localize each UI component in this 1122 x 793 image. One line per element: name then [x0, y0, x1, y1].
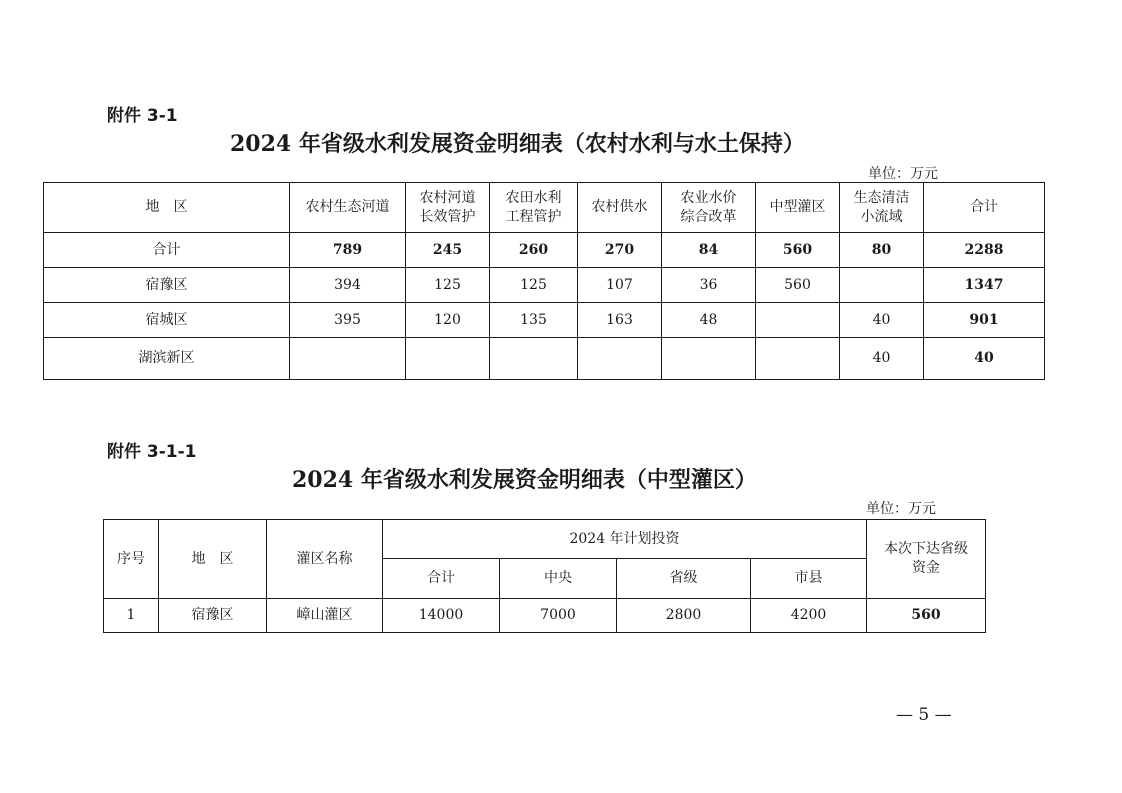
- cell: [840, 268, 924, 303]
- cell: 245: [406, 233, 490, 268]
- header-seq: 序号: [104, 520, 159, 599]
- funding-table-rural: [43, 182, 1045, 380]
- cell: 395: [290, 303, 406, 338]
- cell: 宿豫区: [159, 599, 267, 633]
- cell: 107: [578, 268, 662, 303]
- table-header-row: [104, 520, 986, 559]
- unit-label-2: 单位：万元: [866, 501, 936, 517]
- table-row: [104, 599, 986, 633]
- header-col: 农田水利 工程管护: [490, 183, 578, 233]
- cell: 1: [104, 599, 159, 633]
- cell: 嶂山灌区: [267, 599, 383, 633]
- table-row: [44, 268, 1045, 303]
- cell: [756, 303, 840, 338]
- cell: 2800: [617, 599, 751, 633]
- cell: 84: [662, 233, 756, 268]
- cell: [756, 338, 840, 380]
- header-plan-col: 中央: [500, 559, 617, 599]
- cell: [490, 338, 578, 380]
- cell: 901: [924, 303, 1045, 338]
- cell: 2288: [924, 233, 1045, 268]
- cell: 7000: [500, 599, 617, 633]
- cell: 260: [490, 233, 578, 268]
- cell: 394: [290, 268, 406, 303]
- attachment-label-1: 附件 3-1: [107, 106, 178, 126]
- header-col: 农村生态河道: [290, 183, 406, 233]
- unit-label-1: 单位：万元: [868, 166, 938, 182]
- table-row: [44, 338, 1045, 380]
- cell: 125: [406, 268, 490, 303]
- cell: 80: [840, 233, 924, 268]
- table-row: [44, 303, 1045, 338]
- cell: 270: [578, 233, 662, 268]
- cell: [290, 338, 406, 380]
- header-plan: 2024 年计划投资: [383, 520, 867, 559]
- header-district-name: 灌区名称: [267, 520, 383, 599]
- cell: 120: [406, 303, 490, 338]
- header-region: 地 区: [44, 183, 290, 233]
- cell: 789: [290, 233, 406, 268]
- cell: 40: [840, 303, 924, 338]
- cell: 560: [867, 599, 986, 633]
- cell: [406, 338, 490, 380]
- cell: 1347: [924, 268, 1045, 303]
- header-plan-col: 省级: [617, 559, 751, 599]
- cell: 135: [490, 303, 578, 338]
- table-title-1: 2024 年省级水利发展资金明细表（农村水利与水土保持）: [230, 131, 805, 157]
- header-col: 生态清洁 小流域: [840, 183, 924, 233]
- header-col: 合计: [924, 183, 1045, 233]
- header-col: 农业水价 综合改革: [662, 183, 756, 233]
- row-region: 合计: [44, 233, 290, 268]
- cell: 14000: [383, 599, 500, 633]
- table-header-row: [44, 183, 1045, 233]
- cell: 560: [756, 268, 840, 303]
- header-plan-col: 市县: [751, 559, 867, 599]
- cell: 125: [490, 268, 578, 303]
- cell: 4200: [751, 599, 867, 633]
- row-region: 宿豫区: [44, 268, 290, 303]
- page-number: — 5 —: [896, 705, 952, 725]
- header-plan-col: 合计: [383, 559, 500, 599]
- cell: 40: [840, 338, 924, 380]
- cell: 36: [662, 268, 756, 303]
- table-title-2: 2024 年省级水利发展资金明细表（中型灌区）: [292, 467, 757, 493]
- row-region: 湖滨新区: [44, 338, 290, 380]
- header-col: 农村河道 长效管护: [406, 183, 490, 233]
- funding-table-irrigation: [103, 519, 986, 633]
- header-issued: 本次下达省级 资金: [867, 520, 986, 599]
- cell: [578, 338, 662, 380]
- cell: 48: [662, 303, 756, 338]
- table-row: [44, 233, 1045, 268]
- cell: 40: [924, 338, 1045, 380]
- header-region: 地 区: [159, 520, 267, 599]
- cell: 560: [756, 233, 840, 268]
- row-region: 宿城区: [44, 303, 290, 338]
- header-col: 农村供水: [578, 183, 662, 233]
- attachment-label-2: 附件 3-1-1: [107, 442, 197, 462]
- cell: [662, 338, 756, 380]
- header-col: 中型灌区: [756, 183, 840, 233]
- cell: 163: [578, 303, 662, 338]
